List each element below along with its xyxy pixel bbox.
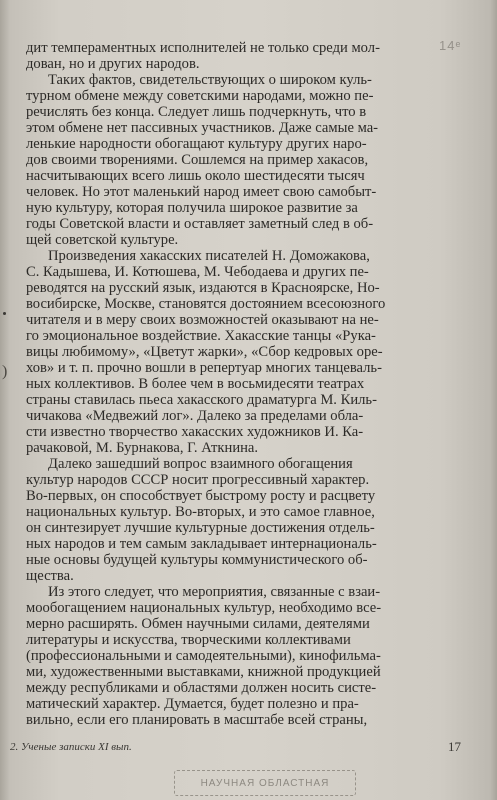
text-line: литературы и искусства, творческими коллективами <box>26 632 351 648</box>
text-line: дов своими творениями. Сошлемся на пример хакасов, <box>26 152 369 168</box>
text-line: ми, художественными выставками, книжной продукцией <box>26 664 381 680</box>
text-line: насчитывающих всего лишь около шестидесяти тысяч <box>26 168 365 184</box>
text-line: хов» и т. п. прочно вошли в репертуар многих танцеваль- <box>26 360 382 376</box>
margin-mark <box>3 312 6 315</box>
text-line: мерно расширять. Обмен научными силами, деятелями <box>26 616 370 632</box>
text-line: годы Советской власти и оставляет заметный след в об- <box>26 216 374 232</box>
text-line: ных народов и тем самым закладывает интернациональ- <box>26 536 377 552</box>
text-line: страны ставилась пьеса хакасского драматурга М. Киль- <box>26 392 377 408</box>
text-line: Во-первых, он способствует быстрому росту и расцвету <box>26 488 376 504</box>
scan-mark: 14ᵉ <box>439 38 462 53</box>
text-line: мообогащением национальных культур, необходимо все- <box>26 600 382 616</box>
text-line: С. Кадышева, И. Котюшева, М. Чебодаева и других пе- <box>26 264 369 280</box>
library-stamp: НАУЧНАЯ ОБЛАСТНАЯ <box>174 770 356 796</box>
text-line: ные основы будущей культуры коммунистического об- <box>26 552 368 568</box>
text-line: щества. <box>26 568 74 584</box>
text-line: вильно, если его планировать в масштабе всей страны, <box>26 712 368 728</box>
paragraph-1 <box>26 40 466 72</box>
text-line: ную культуру, которая получила широкое развитие за <box>26 200 358 216</box>
text-line: человек. Но этот маленький народ имеет свою самобыт- <box>26 184 377 200</box>
page-number: 17 <box>448 739 461 754</box>
text-line: щей советской культуре. <box>26 232 179 248</box>
text-line: Произведения хакасских писателей Н. Доможакова, <box>48 248 370 264</box>
text-line: чичакова «Медвежий лог». Далеко за пределами обла- <box>26 408 364 424</box>
text-line: восибирске, Москве, становятся достоянием всесоюзного <box>26 296 386 312</box>
text-line: Из этого следует, что мероприятия, связанные с взаи- <box>48 584 381 600</box>
text-line: дован, но и других народов. <box>26 56 200 72</box>
paragraph-3 <box>26 248 466 456</box>
text-line: он синтезирует лучшие культурные достижения отдель- <box>26 520 375 536</box>
printer-signature: 2. Ученые записки XI вып. <box>10 741 132 753</box>
paragraph-5 <box>26 584 466 728</box>
text-line: между республиками и областями должен носить систе- <box>26 680 377 696</box>
text-line: национальных культур. Во-вторых, и это самое главное, <box>26 504 375 520</box>
paragraph-4 <box>26 456 466 584</box>
text-line: культур народов СССР носит прогрессивный характер. <box>26 472 370 488</box>
text-line: сти известно творчество хакасских художников И. Ка- <box>26 424 364 440</box>
page-footer <box>10 741 461 761</box>
text-line: ленькие народности обогащают культуру других наро- <box>26 136 367 152</box>
text-line: Таких фактов, свидетельствующих о широком куль- <box>48 72 372 88</box>
text-line: вицы любимому», «Цветут жарки», «Сбор кедровых оре- <box>26 344 383 360</box>
body-text <box>26 40 466 728</box>
text-line: (профессиональными и самодеятельными), кинофильма- <box>26 648 381 664</box>
text-line: дит темпераментных исполнителей не только среди мол- <box>26 40 380 56</box>
text-line: этом обмене нет пассивных участников. Даже самые ма- <box>26 120 379 136</box>
text-line: реводятся на русский язык, издаются в Красноярске, Но- <box>26 280 380 296</box>
text-line: го эмоциональное воздействие. Хакасские танцы «Рука- <box>26 328 376 344</box>
text-line: Далеко зашедший вопрос взаимного обогащения <box>48 456 353 472</box>
text-line: читателя и в меру своих возможностей оказывают на не- <box>26 312 379 328</box>
text-line: ных коллективов. В более чем в восьмидесяти театрах <box>26 376 365 392</box>
paragraph-2 <box>26 72 466 248</box>
text-line: речислять без конца. Следует лишь подчеркнуть, что в <box>26 104 367 120</box>
text-line: турном обмене между советскими народами, можно пе- <box>26 88 374 104</box>
text-line: матический характер. Думается, будет полезно и пра- <box>26 696 359 712</box>
margin-bracket-mark: ) <box>2 363 8 380</box>
text-line: рачаковой, М. Бурнакова, Г. Аткнина. <box>26 440 259 456</box>
